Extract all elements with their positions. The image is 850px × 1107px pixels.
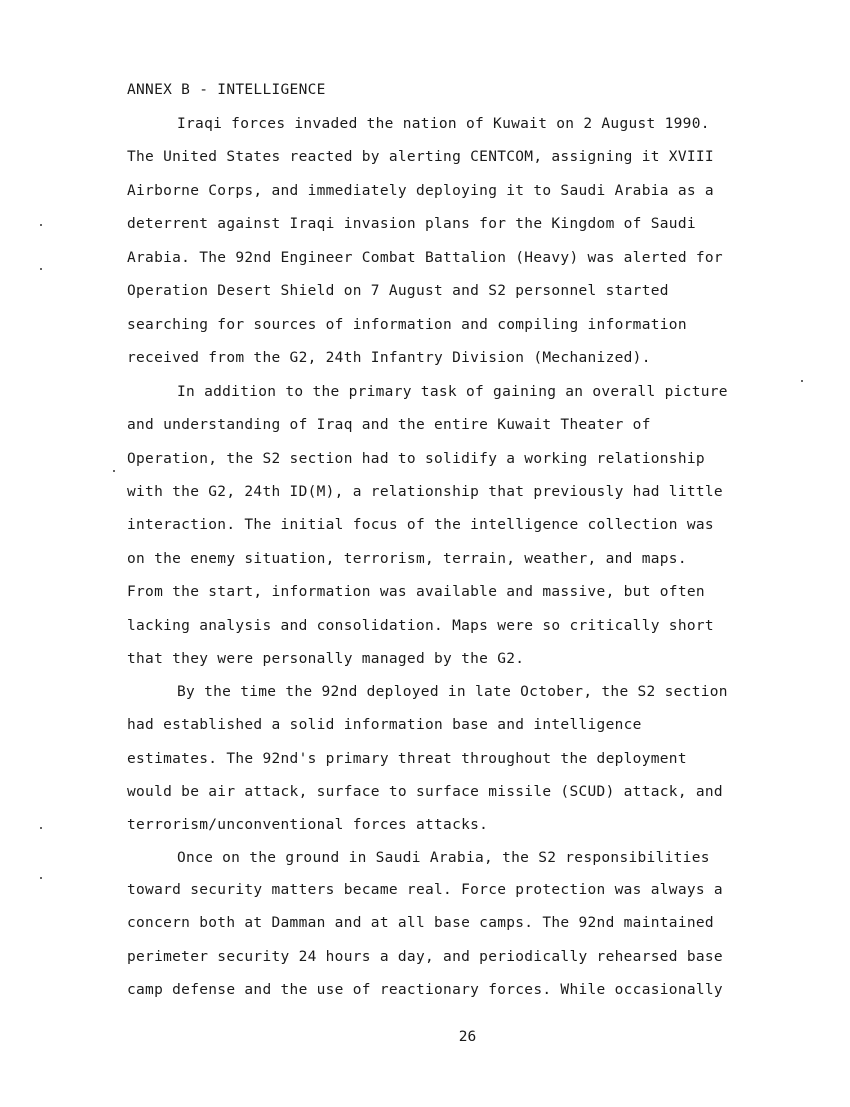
text-line: concern both at Damman and at all base camps. The 92nd maintained xyxy=(127,915,714,931)
text-line: and understanding of Iraq and the entire Kuwait Theater of xyxy=(127,417,651,433)
text-line: camp defense and the use of reactionary forces. While occasionally xyxy=(127,982,723,998)
text-line: In addition to the primary task of gaining an overall picture xyxy=(177,384,728,400)
text-line: lacking analysis and consolidation. Maps were so critically short xyxy=(127,618,714,634)
text-line: estimates. The 92nd's primary threat throughout the deployment xyxy=(127,751,687,767)
text-line: Arabia. The 92nd Engineer Combat Battalion (Heavy) was alerted for xyxy=(127,250,723,266)
annex-heading: ANNEX B - INTELLIGENCE xyxy=(127,82,326,98)
scan-speck xyxy=(40,268,42,270)
text-line: with the G2, 24th ID(M), a relationship that previously had little xyxy=(127,484,723,500)
text-line: interaction. The initial focus of the intelligence collection was xyxy=(127,517,714,533)
text-line: on the enemy situation, terrorism, terrain, weather, and maps. xyxy=(127,551,687,567)
scan-speck xyxy=(40,827,42,829)
scan-speck xyxy=(801,380,803,382)
text-line: Airborne Corps, and immediately deploying it to Saudi Arabia as a xyxy=(127,183,714,199)
text-line: searching for sources of information and compiling information xyxy=(127,317,687,333)
text-line: deterrent against Iraqi invasion plans for the Kingdom of Saudi xyxy=(127,216,696,232)
text-line: Once on the ground in Saudi Arabia, the S2 responsibilities xyxy=(177,850,710,866)
text-line: From the start, information was available and massive, but often xyxy=(127,584,705,600)
scan-speck xyxy=(113,470,115,472)
text-line: By the time the 92nd deployed in late October, the S2 section xyxy=(177,684,728,700)
text-line: The United States reacted by alerting CENTCOM, assigning it XVIII xyxy=(127,149,714,165)
text-line: Operation Desert Shield on 7 August and S2 personnel started xyxy=(127,283,669,299)
scan-speck xyxy=(40,877,42,879)
scan-speck xyxy=(40,224,42,226)
text-line: received from the G2, 24th Infantry Division (Mechanized). xyxy=(127,350,651,366)
text-line: perimeter security 24 hours a day, and periodically rehearsed base xyxy=(127,949,723,965)
text-line: would be air attack, surface to surface missile (SCUD) attack, and xyxy=(127,784,723,800)
text-line: that they were personally managed by the G2. xyxy=(127,651,525,667)
page-number: 26 xyxy=(458,1029,477,1045)
text-line: had established a solid information base and intelligence xyxy=(127,717,642,733)
text-line: Iraqi forces invaded the nation of Kuwait on 2 August 1990. xyxy=(177,116,710,132)
text-line: Operation, the S2 section had to solidify a working relationship xyxy=(127,451,705,467)
text-line: toward security matters became real. Force protection was always a xyxy=(127,882,723,898)
text-line: terrorism/unconventional forces attacks. xyxy=(127,817,489,833)
